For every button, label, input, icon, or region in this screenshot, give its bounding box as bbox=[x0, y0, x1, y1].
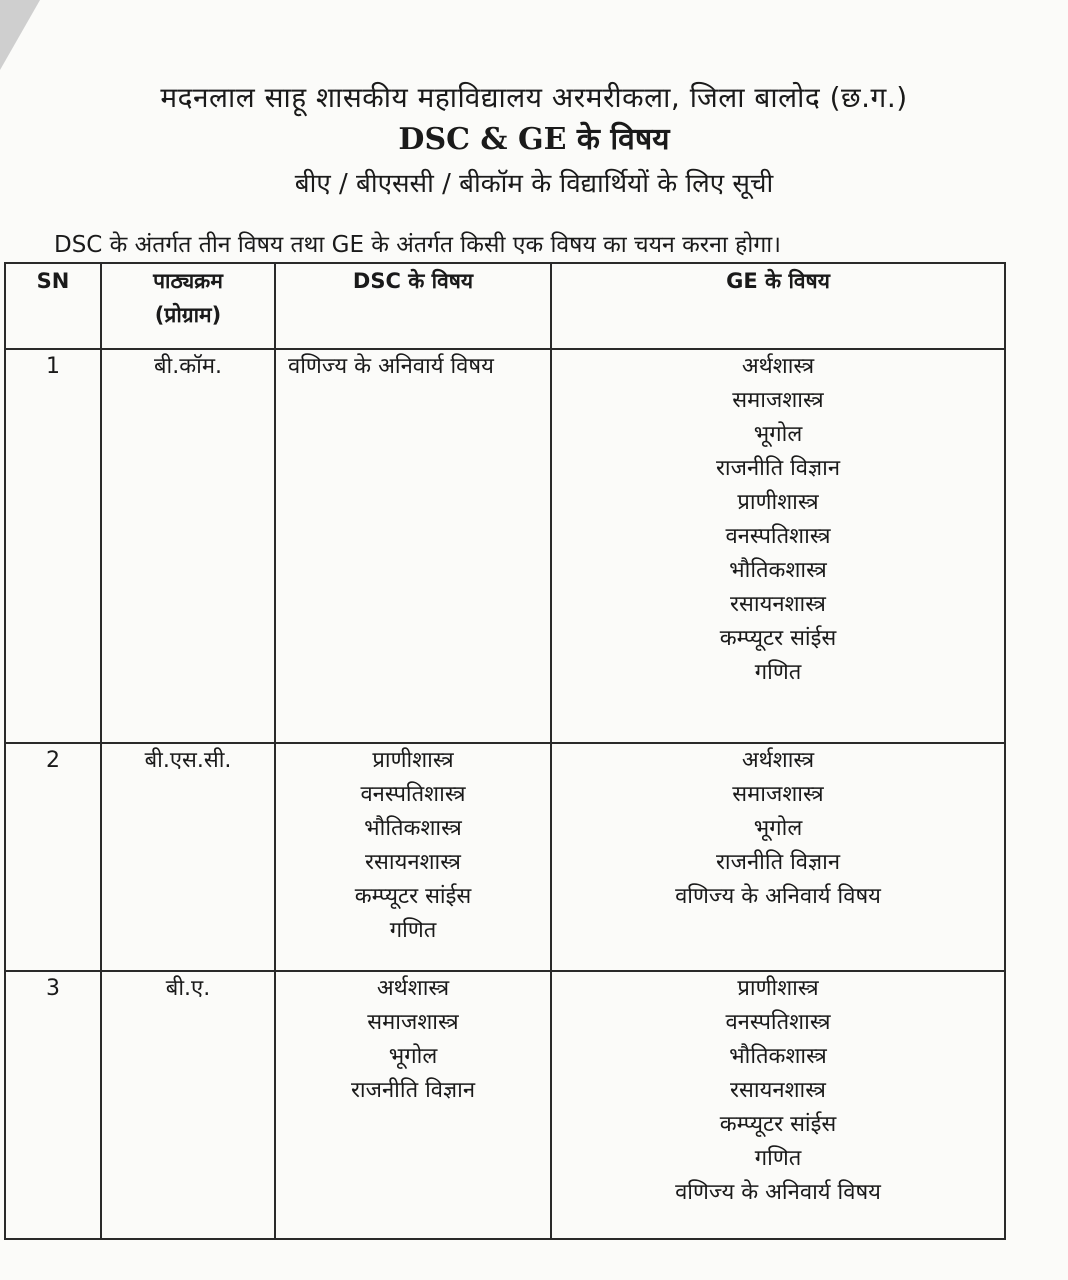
row-program: बी.एस.सी. bbox=[101, 743, 275, 971]
ge-subject: अर्थशास्त्र bbox=[741, 354, 815, 379]
row-dsc-subjects bbox=[275, 349, 551, 743]
ge-subject: वणिज्य के अनिवार्य विषय bbox=[675, 884, 881, 909]
dsc-subject: कम्प्यूटर सांईस bbox=[354, 884, 472, 909]
document-header bbox=[0, 78, 1068, 204]
dsc-subject: राजनीति विज्ञान bbox=[350, 1078, 476, 1103]
header-ge: GE के विषय bbox=[551, 263, 1005, 349]
row-dsc-subjects bbox=[275, 743, 551, 971]
ge-subject: रसायनशास्त्र bbox=[730, 592, 826, 617]
row-ge-subjects bbox=[551, 743, 1005, 971]
table-header-row bbox=[5, 263, 1005, 349]
dsc-subject: वणिज्य के अनिवार्य विषय bbox=[288, 354, 494, 379]
ge-subject: समाजशास्त्र bbox=[732, 388, 824, 413]
ge-subject: भौतिकशास्त्र bbox=[729, 1044, 827, 1069]
ge-subject: रसायनशास्त्र bbox=[730, 1078, 826, 1103]
document-subtitle: बीए / बीएससी / बीकॉम के विद्यार्थियों के लिए सूची bbox=[294, 169, 774, 199]
dsc-subject: अर्थशास्त्र bbox=[376, 976, 450, 1001]
dsc-subject: वनस्पतिशास्त्र bbox=[360, 782, 466, 807]
dsc-subject: गणित bbox=[389, 918, 437, 943]
header-program-line1: पाठ्यक्रम bbox=[153, 269, 223, 293]
row-sn: 2 bbox=[5, 743, 101, 971]
dsc-subject: प्राणीशास्त्र bbox=[372, 748, 454, 773]
ge-subject: भौतिकशास्त्र bbox=[729, 558, 827, 583]
dsc-subject: भूगोल bbox=[388, 1044, 438, 1069]
table-row bbox=[5, 971, 1005, 1239]
header-dsc: DSC के विषय bbox=[275, 263, 551, 349]
table-row bbox=[5, 349, 1005, 743]
row-program: बी.ए. bbox=[101, 971, 275, 1239]
table-row bbox=[5, 743, 1005, 971]
ge-subject: कम्प्यूटर सांईस bbox=[719, 626, 837, 651]
ge-subject: वनस्पतिशास्त्र bbox=[725, 524, 831, 549]
row-dsc-subjects bbox=[275, 971, 551, 1239]
row-ge-subjects bbox=[551, 971, 1005, 1239]
page-corner-fold bbox=[0, 0, 40, 70]
header-sn: SN bbox=[5, 263, 101, 349]
ge-subject: अर्थशास्त्र bbox=[741, 748, 815, 773]
row-ge-subjects bbox=[551, 349, 1005, 743]
row-sn: 1 bbox=[5, 349, 101, 743]
ge-subject: भूगोल bbox=[753, 422, 803, 447]
ge-subject: राजनीति विज्ञान bbox=[715, 456, 841, 481]
ge-subject: कम्प्यूटर सांईस bbox=[719, 1112, 837, 1137]
dsc-subject: समाजशास्त्र bbox=[367, 1010, 459, 1035]
ge-subject: प्राणीशास्त्र bbox=[737, 976, 819, 1001]
instruction-text: DSC के अंतर्गत तीन विषय तथा GE के अंतर्गत किसी एक विषय का चयन करना होगा। bbox=[54, 232, 781, 258]
subjects-table bbox=[4, 262, 1006, 1240]
college-name: मदनलाल साहू शासकीय महाविद्यालय अरमरीकला, जिला बालोद (छ.ग.) bbox=[160, 81, 908, 114]
ge-subject: गणित bbox=[754, 660, 802, 685]
row-sn: 3 bbox=[5, 971, 101, 1239]
header-program-line2: (प्रोग्राम) bbox=[154, 303, 222, 327]
dsc-subject: भौतिकशास्त्र bbox=[364, 816, 462, 841]
header-program bbox=[101, 263, 275, 349]
row-program: बी.कॉम. bbox=[101, 349, 275, 743]
document-title: DSC & GE के विषय bbox=[398, 122, 670, 157]
ge-subject: राजनीति विज्ञान bbox=[715, 850, 841, 875]
ge-subject: समाजशास्त्र bbox=[732, 782, 824, 807]
ge-subject: प्राणीशास्त्र bbox=[737, 490, 819, 515]
ge-subject: वनस्पतिशास्त्र bbox=[725, 1010, 831, 1035]
dsc-subject: रसायनशास्त्र bbox=[365, 850, 461, 875]
ge-subject: भूगोल bbox=[753, 816, 803, 841]
ge-subject: वणिज्य के अनिवार्य विषय bbox=[675, 1180, 881, 1205]
ge-subject: गणित bbox=[754, 1146, 802, 1171]
